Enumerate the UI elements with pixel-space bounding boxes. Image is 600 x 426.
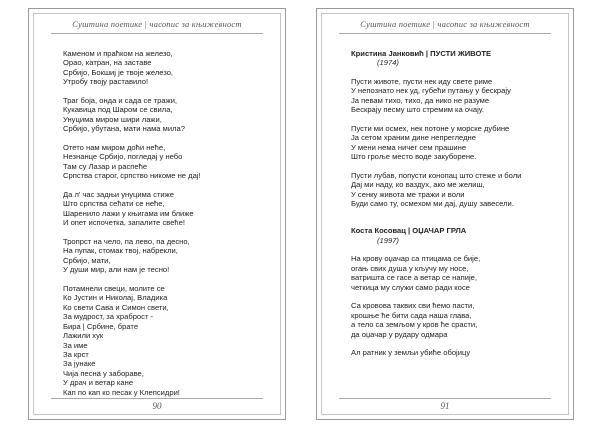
verse-line: Кукавица под Шаром се свила, (63, 105, 173, 115)
verse-line: За јунаке (63, 359, 96, 369)
verse-line: огањ свих душа у кључу му носе, (351, 263, 469, 273)
verse-line: Пусти лубав, попусти конопац што стеже и боли (351, 170, 522, 180)
verse-line: На пупак, стомак твој, набрекли, (63, 246, 178, 256)
stanza (351, 301, 563, 339)
verse-line: четкица му служи само ради косе (351, 282, 470, 292)
verse-line: За име (63, 340, 88, 350)
verse-line: Ко свети Сава и Симон свети, (63, 302, 169, 312)
verse-line: Каменом и праћком на железо, (63, 49, 173, 58)
stanza (63, 49, 275, 87)
verse-line: Ја сетом храним дине непрегледне (351, 133, 476, 143)
verse-line: Траг боја, онда и сада се тражи, (63, 96, 178, 106)
stanza (63, 284, 275, 397)
verse-line: Кап по кап ко песак у Клепсидри! (63, 387, 180, 397)
verse-line: Бескрају песму што стремим ка очају. (351, 105, 484, 115)
verse-line: Пусти животе, пусти нек иду свете риме (351, 76, 493, 86)
verse-line: а тело са земљом у кров ће срасти, (351, 320, 478, 330)
footer-divider (339, 398, 551, 399)
verse-line: Отето нам миром доћи неће, (63, 143, 166, 153)
verse-line: Ко Јустин и Николај, Владика (63, 293, 168, 303)
stanza (351, 348, 563, 357)
footer-divider (51, 398, 263, 399)
verse-line: Шаренило лажи у књигама им ближе (63, 208, 194, 218)
verse-line: да оџачар у рудару одмара (351, 329, 448, 339)
verse-line: Тропрст на чело, па лево, па десно, (63, 237, 190, 247)
verse-line: ватришта се гасе а ветар се напије, (351, 273, 477, 283)
verse-line: Дај ми наду, ко ваздух, ако ме желиш, (351, 180, 485, 190)
left-page (28, 8, 286, 420)
verse-line: У непознато нек уд, губећи путању у бескрају (351, 86, 511, 96)
poem-year: (1997) (377, 235, 399, 245)
stanza (63, 237, 275, 275)
poem-title: Коста Косовац | ОЏАЧАР ГРЛА (351, 226, 467, 236)
right-page (316, 8, 574, 420)
verse-line: Ал ратник у земљи убиће обојицу (351, 348, 471, 358)
verse-line: крошње ће бити сада наша глава, (351, 310, 472, 320)
verse-line: Што српства сећати се неће, (63, 199, 165, 209)
verse-line: Унуцима миром шири лажи, (63, 114, 162, 124)
verse-line: За мудрост, за храброст - (63, 312, 154, 322)
verse-line: Што гроље место воде закуборене. (351, 152, 477, 162)
poem (351, 49, 563, 208)
verse-line: Утробу твоју раставило! (63, 77, 149, 87)
verse-line: Србијо, Бокшиј је твоје железо, (63, 67, 174, 77)
verse-line: Србијо, убутана, мати нама мила? (63, 124, 185, 134)
poem-text (63, 49, 275, 406)
verse-line: Пусти ми осмех, нек потоне у морске дубине (351, 123, 510, 133)
stanza (63, 143, 275, 181)
verse-line: Орао, катран, на заставе (63, 58, 152, 68)
verse-line: И опет испочетка, запалите свеће! (63, 218, 185, 228)
verse-line: Там су Лазар и распеће (63, 161, 148, 171)
stanza (351, 171, 563, 209)
verse-line: Бира | Србине, брате (63, 321, 139, 331)
verse-line: Незнанце Србијо, погледај у небо (63, 152, 183, 162)
stanza (63, 190, 275, 228)
verse-line: Буди само ту, осмехом ми дај, душу завесели. (351, 199, 514, 209)
header-divider (339, 33, 551, 34)
verse-line: У драч и ветар кане (63, 378, 134, 388)
verse-line: Потамнели свеци, молите се (63, 284, 165, 294)
verse-line: У души мир, али нам је тесно! (63, 265, 170, 275)
verse-line: У сенку живота ме тражи и воли (351, 189, 465, 199)
page-number: 90 (152, 401, 162, 411)
stanza (351, 77, 563, 115)
verse-line: Ја певам тихо, тихо, да нико не разуме (351, 95, 490, 105)
poem (351, 226, 563, 357)
running-header: Суштина поетике | часопис за књижевност (360, 19, 530, 29)
poems-text (351, 49, 563, 376)
stanza (351, 124, 563, 162)
verse-line: Чија песна у забораве, (63, 368, 144, 378)
verse-line: За крст (63, 349, 89, 359)
verse-line: Србијо, мати, (63, 255, 111, 265)
stanza (63, 96, 275, 134)
header-divider (51, 33, 263, 34)
verse-line: Лажили хук (63, 331, 104, 341)
poem-year: (1974) (377, 58, 399, 68)
verse-line: Да л' час задњи унуцима стиже (63, 190, 174, 200)
verse-line: Са кровова таквих сви ћемо пасти, (351, 301, 475, 311)
verse-line: У мени нема ничег сем прашине (351, 142, 467, 152)
verse-line: Српства старог, српство никоме не дај! (63, 171, 201, 181)
page-number: 91 (440, 401, 450, 411)
running-header: Суштина поетике | часопис за књижевност (72, 19, 242, 29)
poem-title: Кристина Јанковић | ПУСТИ ЖИВОТЕ (351, 49, 492, 58)
stanza (351, 254, 563, 292)
verse-line: На крову оџачар са птицама се бије, (351, 254, 481, 264)
